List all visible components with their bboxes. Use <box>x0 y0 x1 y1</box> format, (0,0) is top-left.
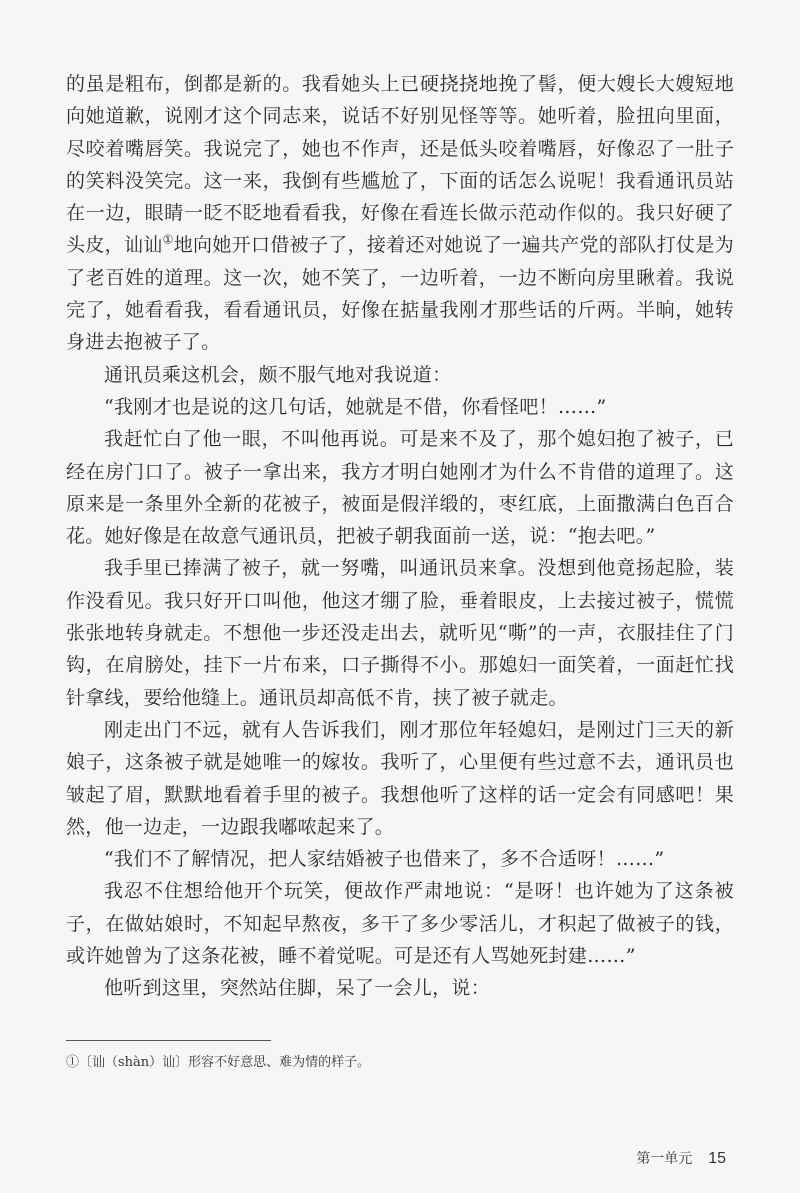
body-text <box>66 68 734 1005</box>
footnote-divider <box>66 1040 271 1041</box>
unit-label: 第一单元 <box>636 1150 693 1166</box>
page-footer <box>636 1148 726 1168</box>
page-number: 15 <box>708 1150 726 1167</box>
paragraph-7: “我们不了解情况，把人家结婚被子也借来了，多不合适呀！……” <box>104 848 665 871</box>
paragraph-8: 我忍不住想给他开个玩笑，便故作严肃地说：“是呀！也许她为了这条被子，在做姑娘时，不知起早熬夜，多干了多少零活儿，才积起了做被子的钱，或许她曾为了这条花被，睡不着觉呢。可是还有人骂她死封建……” <box>66 880 734 968</box>
footnote-marker: ① <box>162 233 174 248</box>
footnote: ①〔讪（shàn）讪〕形容不好意思、难为情的样子。 <box>66 1055 371 1070</box>
paragraph-9: 他听到这里，突然站住脚，呆了一会儿，说： <box>104 977 491 1000</box>
paragraph-2: 通讯员乘这机会，颇不服气地对我说道： <box>104 363 452 386</box>
paragraph-1-tail: 地向她开口借被子了，接着还对她说了一遍共产党的部队打仗是为了老百姓的道理。这一次，她不笑了，一边听着，一边不断向房里瞅着。我说完了，她看看我，看看通讯员，好像在掂量我刚才那些话的斤两。半晌，她转身进去抱被子了。 <box>66 234 734 354</box>
paragraph-1 <box>66 68 734 359</box>
paragraph-6: 刚走出门不远，就有人告诉我们，刚才那位年轻媳妇，是刚过门三天的新娘子，这条被子就是她唯一的嫁妆。我听了，心里便有些过意不去，通讯员也皱起了眉，默默地看着手里的被子。我想他听了这样的话一定会有同感吧！果然，他一边走，一边跟我嘟哝起来了。 <box>66 718 734 838</box>
paragraph-5: 我手里已捧满了被子，就一努嘴，叫通讯员来拿。没想到他竟扬起脸，装作没看见。我只好开口叫他，他这才绷了脸，垂着眼皮，上去接过被子，慌慌张张地转身就走。不想他一步还没走出去，就听见“嘶”的一声，衣服挂住了门钩，在肩膀处，挂下一片布来，口子撕得不小。那媳妇一面笑着，一面赶忙找针拿线，要给他缝上。通讯员却高低不肯，挟了被子就走。 <box>66 557 734 709</box>
paragraph-1-head: 的虽是粗布，倒都是新的。我看她头上已硬挠挠地挽了髻，便大嫂长大嫂短地向她道歉，说刚才这个同志来，说话不好别见怪等等。她听着，脸扭向里面，尽咬着嘴唇笑。我说完了，她也不作声，还是低头咬着嘴唇，好像忍了一肚子的笑料没笑完。这一来，我倒有些尴尬了，下面的话怎么说呢！我看通讯员站在一边，眼睛一眨不眨地看看我，好像在看连长做示范动作似的。我只好硬了头皮，讪讪 <box>66 73 734 257</box>
paragraph-3: “我刚才也是说的这几句话，她就是不借，你看怪吧！……” <box>104 395 607 418</box>
paragraph-4: 我赶忙白了他一眼，不叫他再说。可是来不及了，那个媳妇抱了被子，已经在房门口了。被子一拿出来，我方才明白她刚才为什么不肯借的道理了。这原来是一条里外全新的花被子，被面是假洋缎的，枣红底，上面撒满白色百合花。她好像是在故意气通讯员，把被子朝我面前一送，说：“抱去吧。” <box>66 428 734 548</box>
